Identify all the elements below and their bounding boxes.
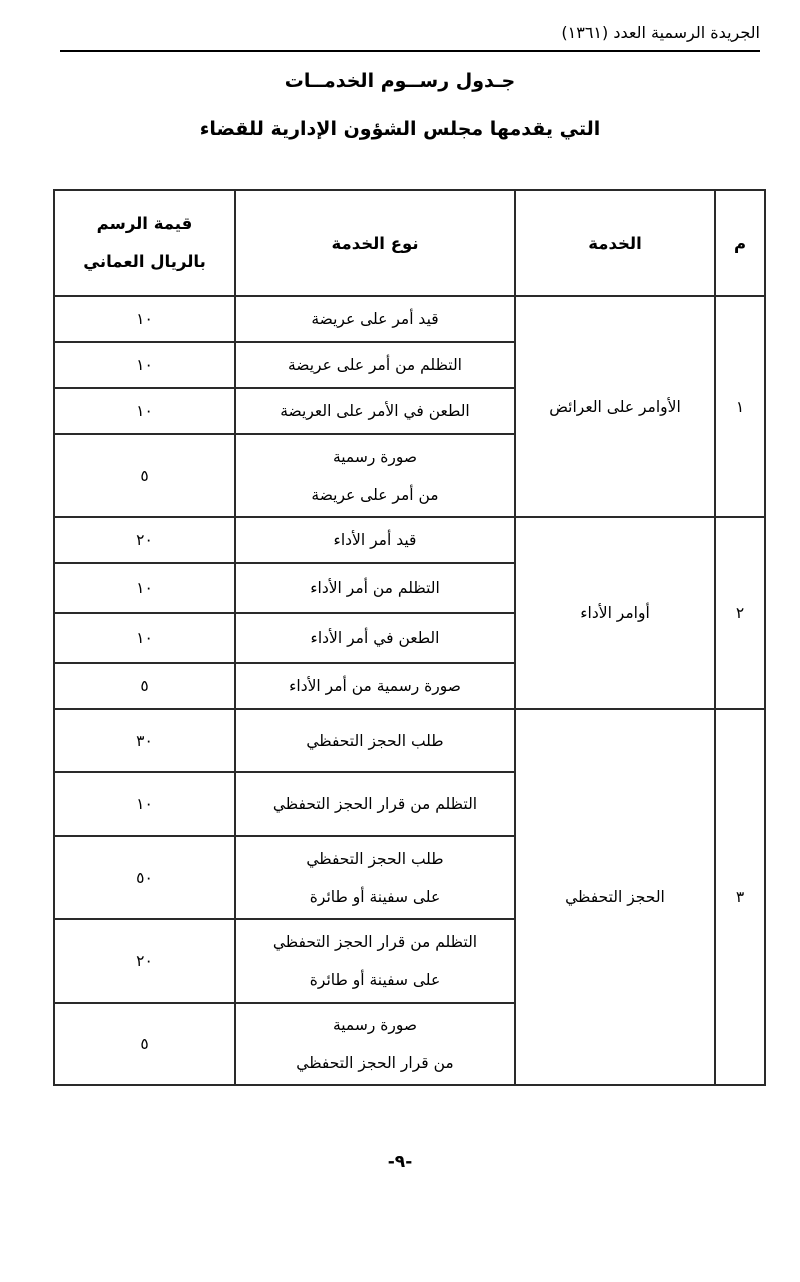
service-type xyxy=(235,296,515,342)
service-type xyxy=(235,342,515,388)
page-subtitle: التي يقدمها مجلس الشؤون الإدارية للقضاء xyxy=(199,118,601,140)
header-fee xyxy=(54,190,235,296)
fees-table-body xyxy=(54,296,765,1085)
service-type xyxy=(235,772,515,836)
service-type-line: على سفينة أو طائرة xyxy=(309,887,441,906)
header-num: م xyxy=(715,190,765,296)
fee-value: ٥ xyxy=(54,434,235,517)
service-type xyxy=(235,836,515,919)
service-type xyxy=(235,388,515,434)
fee-value: ٥ xyxy=(54,1003,235,1085)
service-type-line: طلب الحجز التحفظي xyxy=(306,849,444,868)
service-type xyxy=(235,919,515,1003)
fee-value: ١٠ xyxy=(54,342,235,388)
header-type: نوع الخدمة xyxy=(235,190,515,296)
service-type-line: الطعن في الأمر على العريضة xyxy=(280,402,470,420)
page-number: -٩- xyxy=(387,1152,413,1172)
service-type-line: صورة رسمية xyxy=(332,1016,418,1034)
service-type xyxy=(235,663,515,709)
service-name: أوامر الأداء xyxy=(515,517,715,709)
service-type-line: صورة رسمية xyxy=(332,447,418,466)
header-fee-line2: بالريال العماني xyxy=(83,252,206,271)
service-type xyxy=(235,613,515,663)
service-type-line: من قرار الحجز التحفظي xyxy=(296,1054,454,1072)
service-name: الحجز التحفظي xyxy=(515,709,715,1085)
service-type xyxy=(235,434,515,517)
service-type-line: التظلم من أمر على عريضة xyxy=(287,356,462,374)
fee-value: ٥ xyxy=(54,663,235,709)
service-type-line: التظلم من قرار الحجز التحفظي xyxy=(272,795,478,813)
table-row xyxy=(54,709,765,772)
service-type xyxy=(235,1003,515,1085)
service-type-line: الطعن في أمر الأداء xyxy=(310,629,440,647)
table-row xyxy=(54,296,765,342)
table-header-row xyxy=(54,190,765,296)
row-number: ٢ xyxy=(715,517,765,709)
service-type-line: التظلم من قرار الحجز التحفظي xyxy=(272,933,478,951)
header-fee-line1: قيمة الرسم xyxy=(96,214,193,233)
fee-value: ١٠ xyxy=(54,613,235,663)
service-type-line: طلب الحجز التحفظي xyxy=(306,731,444,750)
table-row xyxy=(54,517,765,563)
service-type-line: على سفينة أو طائرة xyxy=(309,971,441,989)
service-type xyxy=(235,563,515,613)
row-number: ١ xyxy=(715,296,765,517)
fees-table xyxy=(53,189,766,1086)
fee-value: ١٠ xyxy=(54,388,235,434)
row-number: ٣ xyxy=(715,709,765,1085)
service-type-line: قيد أمر على عريضة xyxy=(311,310,439,328)
fee-value: ٥٠ xyxy=(54,836,235,919)
service-name: الأوامر على العرائض xyxy=(515,296,715,517)
service-type-line: قيد أمر الأداء xyxy=(333,531,417,549)
fee-value: ٢٠ xyxy=(54,919,235,1003)
service-type xyxy=(235,517,515,563)
service-type-line: التظلم من أمر الأداء xyxy=(310,579,440,597)
fee-value: ٢٠ xyxy=(54,517,235,563)
header-service: الخدمة xyxy=(515,190,715,296)
fee-value: ٣٠ xyxy=(54,709,235,772)
running-header xyxy=(60,18,760,52)
service-type-line: صورة رسمية من أمر الأداء xyxy=(289,677,461,695)
fee-value: ١٠ xyxy=(54,296,235,342)
service-type-line: من أمر على عريضة xyxy=(311,485,439,504)
gazette-issue: الجريدة الرسمية العدد (١٣٦١) xyxy=(561,23,760,42)
fee-value: ١٠ xyxy=(54,772,235,836)
fee-value: ١٠ xyxy=(54,563,235,613)
service-type xyxy=(235,709,515,772)
page-title: جـدول رســوم الخدمــات xyxy=(284,70,516,92)
